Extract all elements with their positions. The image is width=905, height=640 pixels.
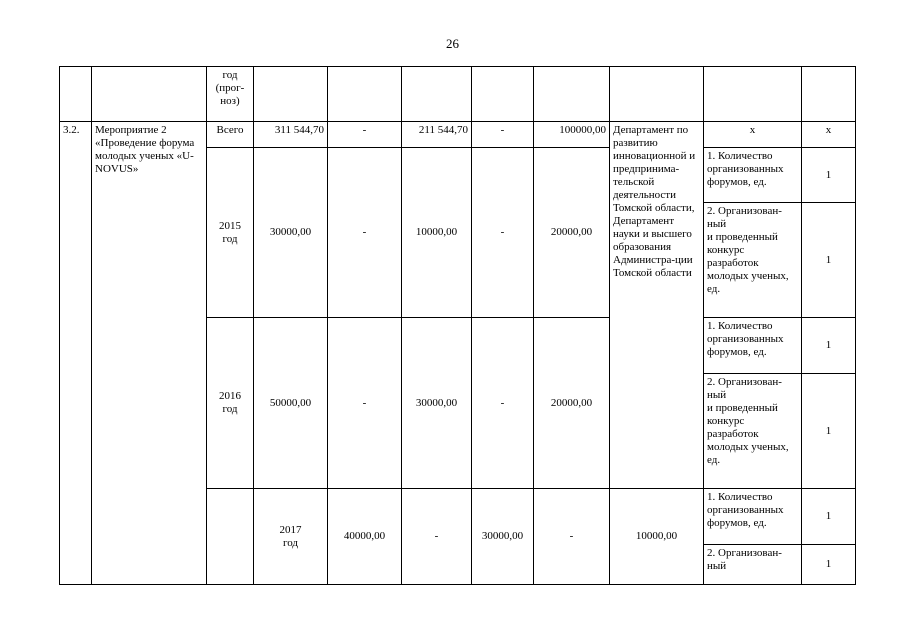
indicator-value-cell bbox=[802, 67, 856, 122]
extra-cell bbox=[534, 67, 610, 122]
executor-cell-continued bbox=[207, 489, 254, 585]
year-cell: 2017 год bbox=[254, 489, 328, 585]
total-cell: 50000,00 bbox=[254, 318, 328, 489]
indicator-value-cell: 1 bbox=[802, 318, 856, 374]
indicator-value-cell: х bbox=[802, 122, 856, 148]
total-cell: 30000,00 bbox=[254, 148, 328, 318]
indicator-name-cell: 2. Организован-ный и проведенный конкурс разработок молодых ученых, ед. bbox=[704, 203, 802, 318]
executor-cell bbox=[610, 67, 704, 122]
indicator-value-cell: 1 bbox=[802, 203, 856, 318]
regional-cell bbox=[402, 67, 472, 122]
federal-cell: - bbox=[328, 318, 402, 489]
indicator-value-cell: 1 bbox=[802, 148, 856, 203]
indicator-name-cell: х bbox=[704, 122, 802, 148]
indicator-name-cell: 2. Организован-ный и проведенный конкурс разработок молодых ученых, ед. bbox=[704, 374, 802, 489]
local-cell: - bbox=[472, 148, 534, 318]
regional-cell: 30000,00 bbox=[402, 318, 472, 489]
table-row bbox=[60, 67, 856, 122]
regional-cell: 211 544,70 bbox=[402, 122, 472, 148]
number-cell bbox=[60, 67, 92, 122]
federal-cell bbox=[328, 67, 402, 122]
year-cell: 2016 год bbox=[207, 318, 254, 489]
local-cell: - bbox=[534, 489, 610, 585]
extra-cell: 20000,00 bbox=[534, 318, 610, 489]
executor-cell: Департамент по развитию инновационной и предпринима-тельской деятельности Томской области, Департамент науки и высшего образования Администра-ции Томской области bbox=[610, 122, 704, 489]
indicator-value-cell: 1 bbox=[802, 545, 856, 585]
indicator-name-cell bbox=[704, 67, 802, 122]
regional-cell: 10000,00 bbox=[402, 148, 472, 318]
table-row bbox=[60, 122, 856, 148]
year-cell: 2015 год bbox=[207, 148, 254, 318]
federal-cell: - bbox=[328, 122, 402, 148]
name-cell bbox=[92, 67, 207, 122]
local-cell: - bbox=[472, 318, 534, 489]
indicator-value-cell: 1 bbox=[802, 374, 856, 489]
extra-cell: 10000,00 bbox=[610, 489, 704, 585]
activity-number: 3.2. bbox=[60, 122, 92, 585]
indicator-name-cell: 2. Организован-ный bbox=[704, 545, 802, 585]
extra-cell: 100000,00 bbox=[534, 122, 610, 148]
total-cell bbox=[254, 67, 328, 122]
indicator-value-cell: 1 bbox=[802, 489, 856, 545]
total-cell: 311 544,70 bbox=[254, 122, 328, 148]
period-cell: год (прог- ноз) bbox=[207, 67, 254, 122]
federal-cell: - bbox=[328, 148, 402, 318]
page-number: 26 bbox=[446, 36, 459, 51]
extra-cell: 20000,00 bbox=[534, 148, 610, 318]
indicator-name-cell: 1. Количество организованных форумов, ед. bbox=[704, 318, 802, 374]
period-cell: Всего bbox=[207, 122, 254, 148]
activity-table bbox=[59, 66, 856, 585]
total-cell: 40000,00 bbox=[328, 489, 402, 585]
federal-cell: - bbox=[402, 489, 472, 585]
local-cell bbox=[472, 67, 534, 122]
indicator-name-cell: 1. Количество организованных форумов, ед. bbox=[704, 489, 802, 545]
local-cell: - bbox=[472, 122, 534, 148]
activity-name: Мероприятие 2 «Проведение форума молодых ученых «U-NOVUS» bbox=[92, 122, 207, 585]
regional-cell: 30000,00 bbox=[472, 489, 534, 585]
indicator-name-cell: 1. Количество организованных форумов, ед. bbox=[704, 148, 802, 203]
